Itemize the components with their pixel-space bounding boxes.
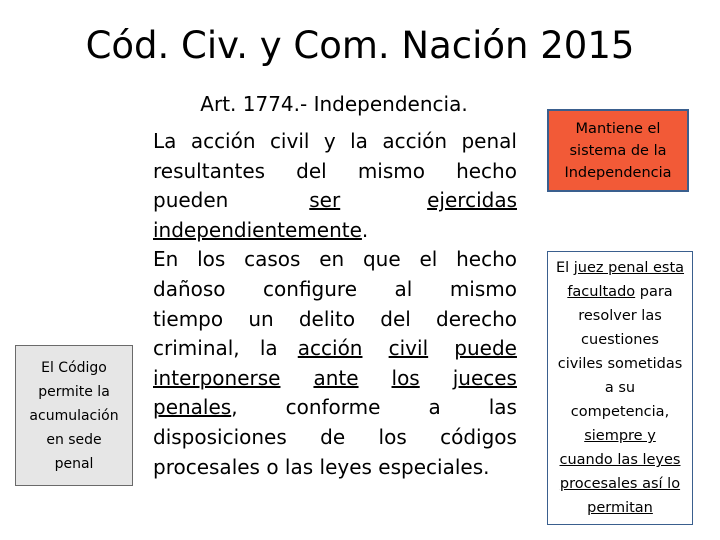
- article-line: interponerse ante los jueces: [153, 365, 517, 390]
- left-callout-box: El Código permite la acumulación en sede penal: [15, 345, 133, 486]
- article-line: penales, conforme a las: [153, 395, 517, 420]
- article-line: independientemente .: [153, 217, 369, 242]
- article-line: procesales o las leyes especiales.: [153, 454, 490, 479]
- article-line: En los casos en que el hecho: [153, 247, 517, 272]
- article-line: criminal, la acción civil puede: [153, 336, 517, 361]
- slide-title: Cód. Civ. y Com. Nación 2015: [85, 24, 635, 67]
- article-line: pueden ser ejercidas: [153, 188, 517, 213]
- red-callout-box: Mantiene el sistema de la Independencia: [547, 109, 689, 192]
- article-line: disposiciones de los códigos: [153, 424, 517, 449]
- article-line: La acción civil y la acción penal: [153, 129, 517, 153]
- article-heading: Art. 1774.- Independencia.: [200, 92, 468, 116]
- article-line: dañoso configure al mismo: [153, 276, 517, 301]
- article-body: [153, 127, 517, 482]
- article-line: resultantes del mismo hecho: [153, 158, 517, 183]
- article-line: tiempo un delito del derecho: [153, 306, 517, 331]
- right-callout-box: El juez penal esta facultado para resolver las cuestiones civiles sometidas a su competencia, siempre y cuando las leyes procesales así lo permitan: [547, 251, 693, 525]
